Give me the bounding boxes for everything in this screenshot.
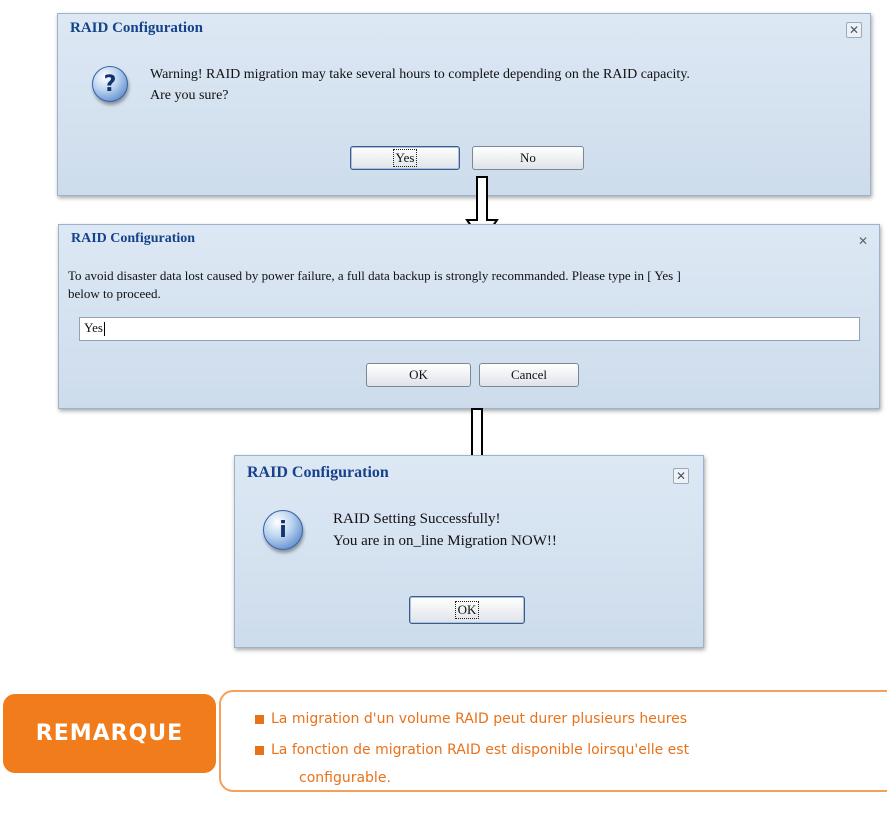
warning-message-line2: Are you sure? — [150, 88, 229, 103]
ok-button-label: OK — [409, 367, 428, 382]
close-icon[interactable]: ✕ — [673, 468, 689, 484]
confirm-text-input[interactable] — [79, 317, 860, 341]
no-button-label: No — [520, 150, 536, 165]
raid-backup-dialog — [58, 224, 880, 409]
success-message-line1: RAID Setting Successfully! — [333, 511, 501, 527]
dialog-title: RAID Configuration — [70, 20, 203, 36]
close-icon[interactable]: ✕ — [846, 22, 862, 38]
remark-box — [219, 690, 887, 792]
close-icon[interactable]: ✕ — [857, 234, 869, 248]
backup-message-line1: To avoid disaster data lost caused by power failure, a full data backup is strongly recommanded. Please type in [ Yes ] — [68, 268, 681, 283]
no-button[interactable] — [472, 146, 584, 170]
info-icon: i — [263, 510, 303, 550]
confirm-input-value: Yes — [84, 320, 103, 335]
ok-button-label: OK — [455, 601, 480, 619]
ok-button[interactable] — [366, 363, 471, 387]
success-message-line2: You are in on_line Migration NOW!! — [333, 533, 557, 549]
bullet-icon — [255, 715, 264, 724]
ok-button[interactable] — [409, 596, 525, 624]
yes-button-label: Yes — [393, 149, 418, 167]
remark-label: REMARQUE — [3, 694, 216, 773]
warning-message-line1: Warning! RAID migration may take several hours to complete depending on the RAID capacity. — [150, 67, 690, 82]
dialog-title: RAID Configuration — [247, 464, 389, 481]
dialog-title: RAID Configuration — [71, 231, 196, 246]
remark-item: La migration d'un volume RAID peut durer plusieurs heures — [271, 711, 688, 727]
cancel-button[interactable] — [479, 363, 579, 387]
bullet-icon — [255, 746, 264, 755]
question-icon: ? — [92, 66, 128, 102]
cancel-button-label: Cancel — [510, 367, 548, 382]
remark-item: La fonction de migration RAID est disponible loirsqu'elle est — [271, 742, 690, 758]
remark-item: configurable. — [299, 770, 391, 786]
raid-success-dialog — [234, 455, 704, 648]
raid-warning-dialog — [57, 13, 871, 196]
yes-button[interactable] — [350, 146, 460, 170]
backup-message-line2: below to proceed. — [68, 286, 161, 301]
